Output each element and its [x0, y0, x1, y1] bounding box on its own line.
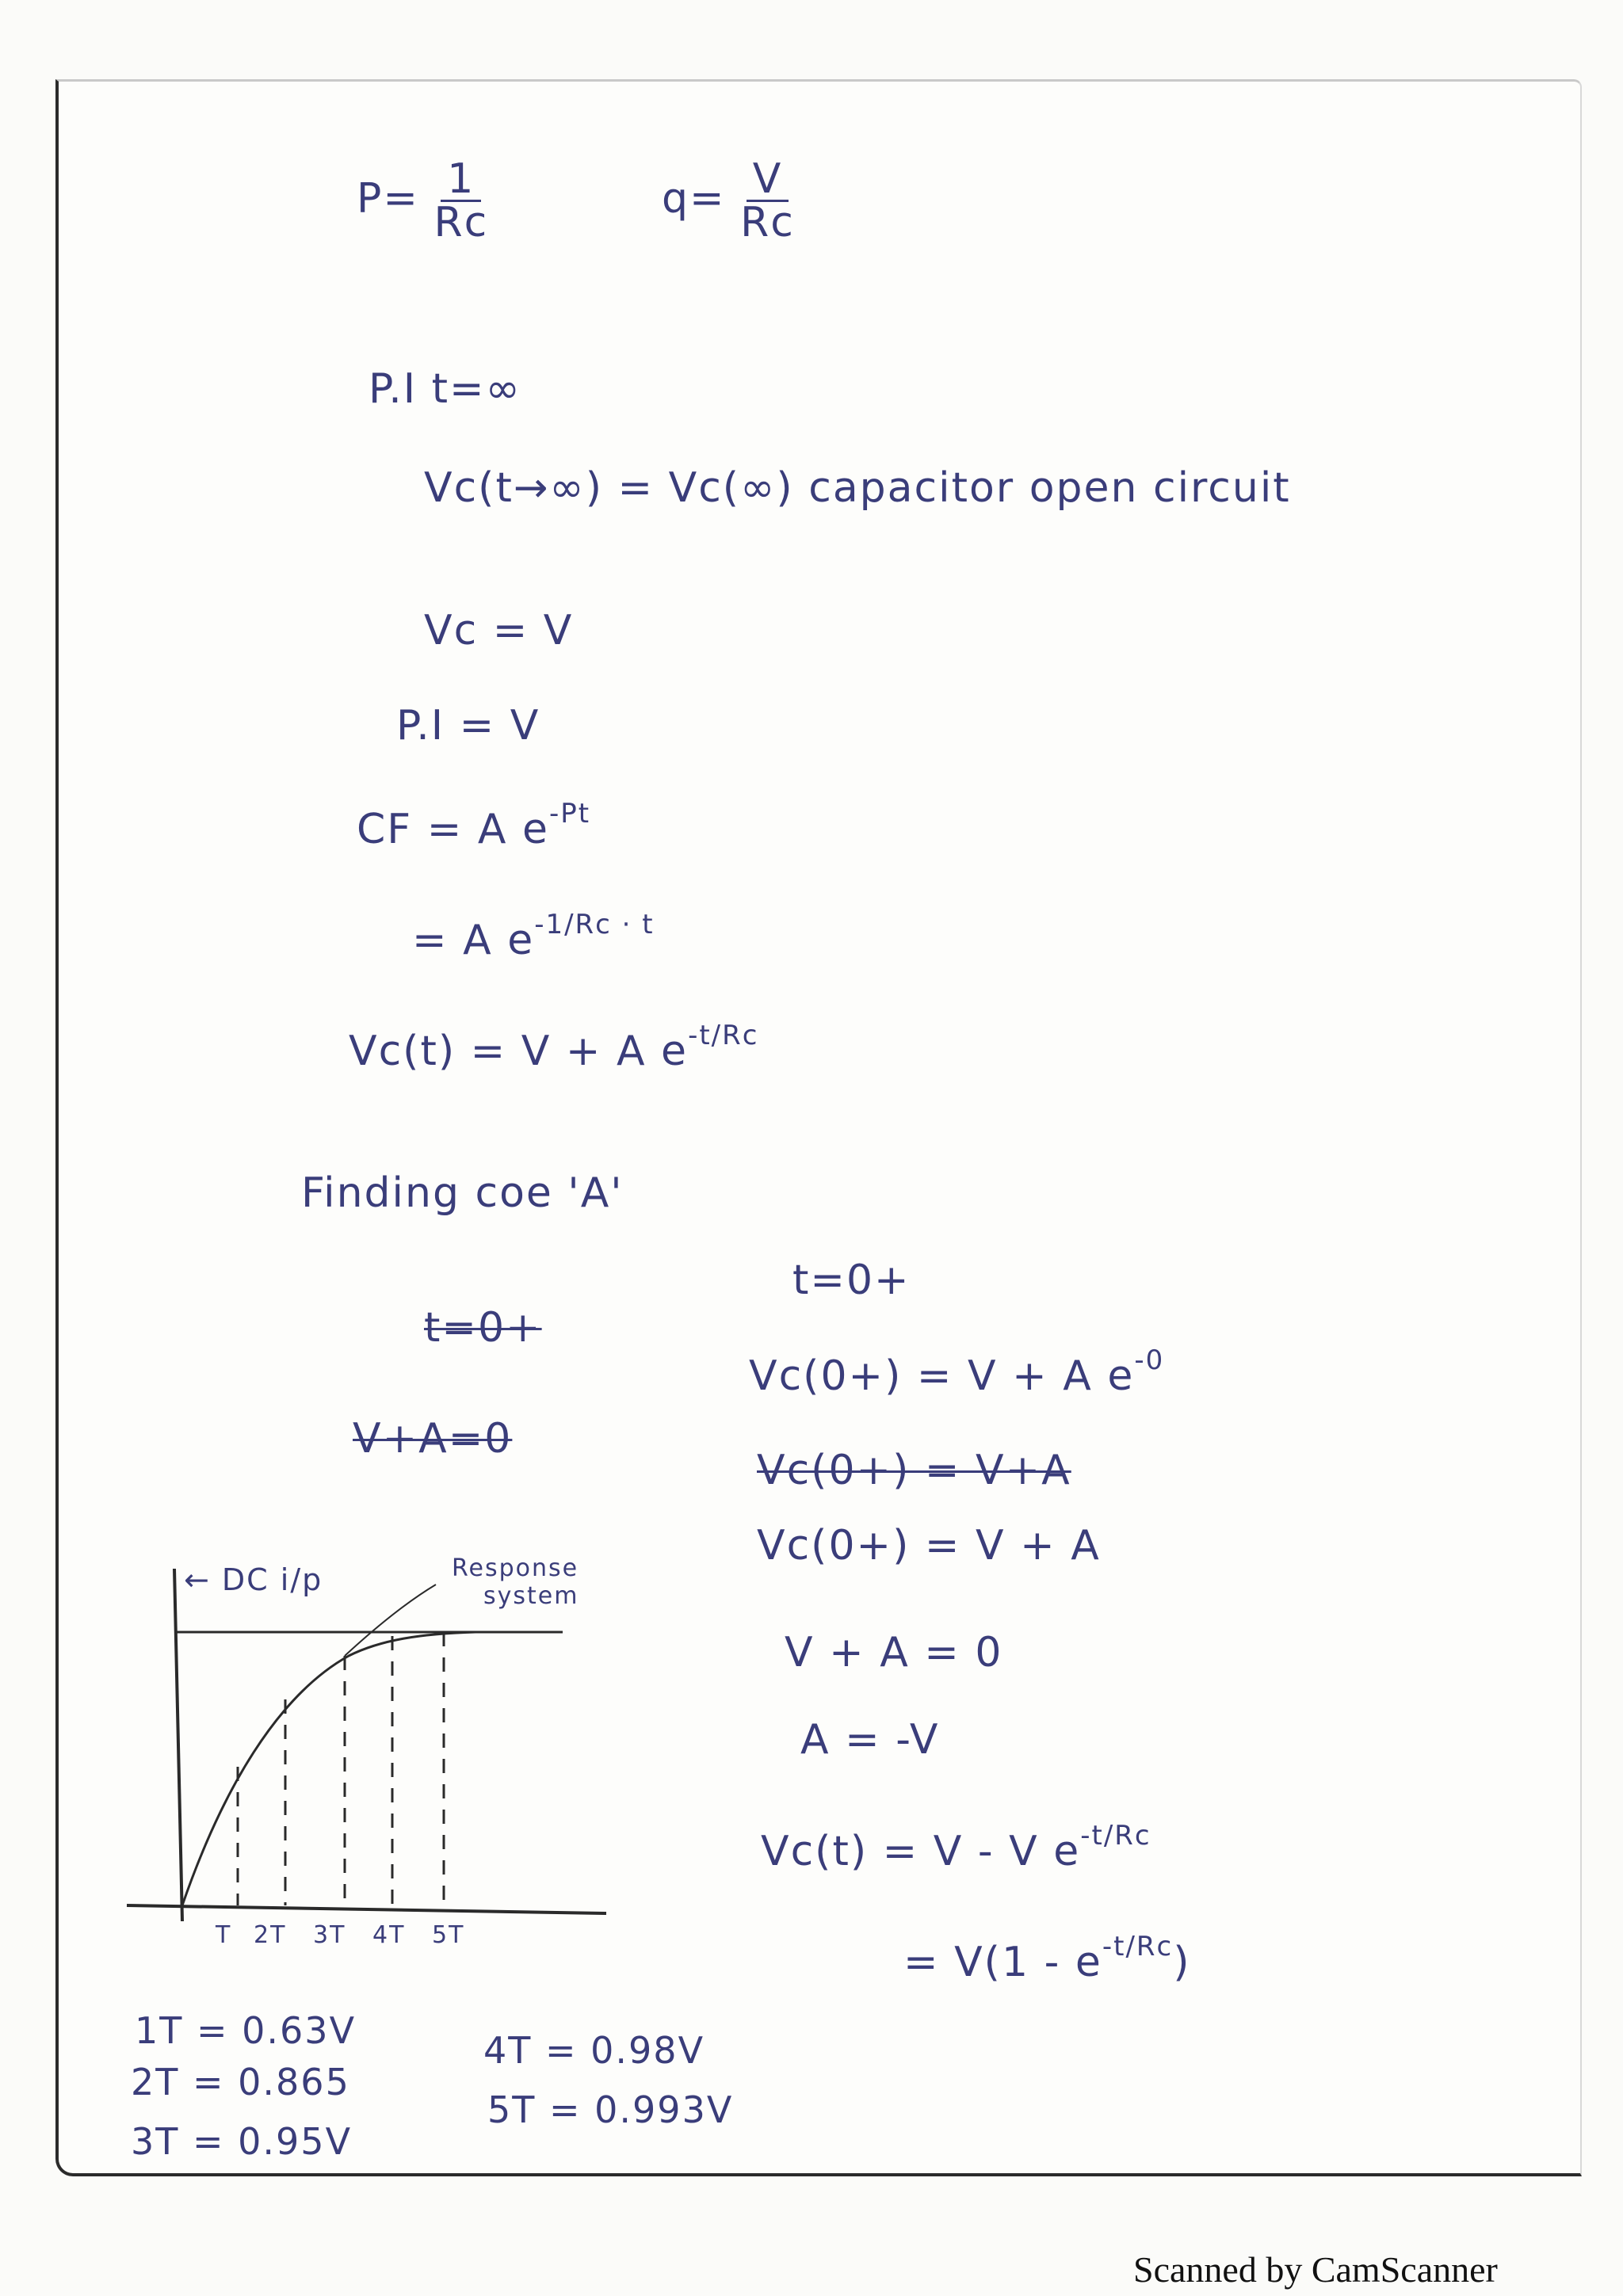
graph-tick-5t: 5T	[432, 1921, 465, 1949]
tc-value-3t: 3T = 0.95V	[131, 2120, 353, 2163]
rc-response-graph	[119, 1553, 626, 1949]
vct-final-2: = $V(1 - e^{-t/Rc})$	[903, 1931, 1191, 1986]
graph-y-axis	[174, 1569, 182, 1921]
pi-equals-v: P.I = V	[396, 702, 540, 749]
pi-heading: P.I t=∞	[369, 365, 521, 413]
tc-value-2t: 2T = 0.865	[131, 2061, 350, 2103]
eq-p: P= $\frac{1}{Rc}$	[357, 155, 489, 246]
t0-line: t=0+	[792, 1257, 911, 1304]
graph-tick-3t: 3T	[313, 1921, 346, 1949]
va0-struck: V+A=0	[353, 1415, 513, 1463]
graph-dc-label: ← DC i/p	[184, 1562, 323, 1597]
cf-equation: CF = A $e^{-Pt}$	[357, 798, 591, 853]
cf-equation-2: = A $e^{-1/Rc \cdot t}$	[412, 909, 655, 964]
finding-coefficient: Finding coe 'A'	[301, 1169, 624, 1217]
vc-infinity-line: Vc(t→∞) = Vc(∞) capacitor open circuit	[424, 464, 1291, 512]
graph-tick-4t: 4T	[372, 1921, 406, 1949]
graph-system-label: system	[483, 1582, 579, 1610]
graph-response-curve	[182, 1632, 475, 1905]
graph-tick-t: T	[216, 1921, 232, 1949]
tc-value-4t: 4T = 0.98V	[483, 2029, 705, 2072]
scanner-footer: Scanned by CamScanner	[1133, 2249, 1498, 2290]
vct-equation: Vc(t) = V + A $e^{-t/Rc}$	[349, 1020, 759, 1075]
tc-value-1t: 1T = 0.63V	[135, 2009, 357, 2052]
eq-q: q= $\frac{V}{Rc}$	[662, 155, 795, 246]
graph-x-axis	[127, 1905, 606, 1913]
tc-value-5t: 5T = 0.993V	[487, 2088, 734, 2131]
vct-final: Vc(t) = V - V $e^{-t/Rc}$	[761, 1820, 1151, 1875]
vc-equals-v: Vc = V	[424, 607, 574, 654]
v-plus-a-zero: V + A = 0	[785, 1629, 1003, 1676]
graph-response-label: Response	[452, 1554, 579, 1582]
graph-tick-2t: 2T	[254, 1921, 287, 1949]
a-equals-minus-v: A = -V	[800, 1716, 940, 1764]
graph-response-arrow	[345, 1585, 436, 1656]
t0-struck: t=0+	[424, 1304, 542, 1352]
vc0-struck: Vc(0+) = V+A	[757, 1447, 1071, 1494]
vc0-line-2: Vc(0+) = V + A	[757, 1522, 1101, 1569]
vc0-line-1: Vc(0+) = V + A $e^{-0}$	[749, 1344, 1165, 1400]
